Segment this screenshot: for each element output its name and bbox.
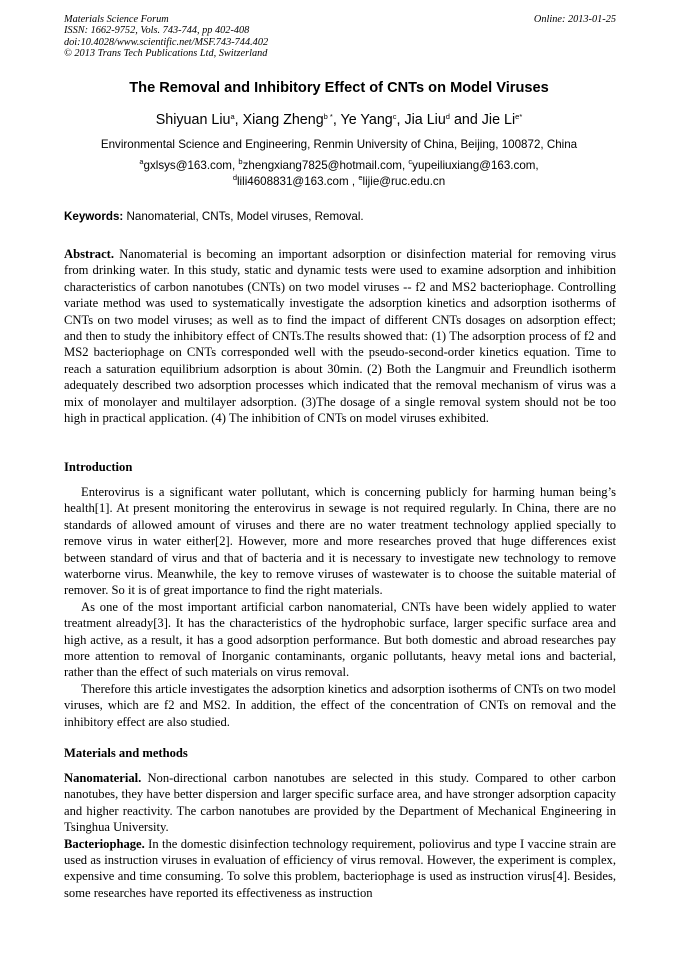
introduction-body — [64, 484, 616, 730]
journal-name: Materials Science Forum — [64, 14, 169, 25]
doi-line: doi:10.4028/www.scientific.net/MSF.743-744.402 — [64, 36, 269, 48]
nanomaterial-label: Nanomaterial. — [64, 771, 142, 785]
abstract-label: Abstract. — [64, 247, 115, 261]
methods-heading: Materials and methods — [64, 746, 188, 760]
online-date: Online: 2013-01-25 — [533, 14, 616, 25]
paragraph: Enterovirus is a significant water pollutant, which is concerning publicly for harming human being’s health[1]. At present monitoring the enterovirus in sewage is not required regularly. In China, there are no standards of allowed amount of viruses and there are no water treatment technology applied specially to remove virus in water either[2]. However, more and more researches proved that huge differences exist between standard of virus and that of bacteria and it is necessary to investigate new technology to remove waterborne virus. Meanwhile, the key to remove viruses of wastewater is to choose the suitable material of remover. So it is of great importance to find the right materials. — [64, 485, 616, 598]
authors-joiner: and — [453, 112, 478, 128]
author-sup: b * — [323, 112, 333, 121]
author-name: Xiang Zheng — [242, 112, 324, 128]
methods-body — [64, 770, 616, 901]
keywords-label: Keywords: — [64, 210, 124, 223]
email-b[interactable]: zhengxiang7825@hotmail.com, — [242, 159, 406, 172]
author-list: Shiyuan Liu$^a$, Xiang Zheng$^{b *}$, Ye Yang$^c$, Jia Liu$^d$ and Jie $Li^{e*}$ — [155, 112, 523, 128]
copyright-line: © 2013 Trans Tech Publications Ltd, Switzerland — [64, 48, 268, 60]
keywords-text: Nanomaterial, CNTs, Model viruses, Removal. — [126, 210, 364, 223]
bacteriophage-label: Bacteriophage. — [64, 836, 145, 851]
author-sup: c — [392, 112, 397, 121]
keywords — [64, 210, 616, 223]
paragraph: As one of the most important artificial carbon nanomaterial, CNTs have been widely applied to water treatment already[3]. It has the characteristics of the hydrophobic surface, larger specific surface area and high active, as a result, it has a good adsorption performance. But both domestic and abroad researches pay more attention to removal of Inorganic contaminants, organic pollutants, heavy metal ions and bacterial, rather than the effect of such materials on virus removal. — [64, 599, 616, 680]
affiliation: Environmental Science and Engineering, Renmin University of China, Beijing, 100872, China — [100, 138, 578, 151]
author-name: Jie Li — [481, 112, 516, 128]
abstract — [64, 246, 616, 426]
issn-line: ISSN: 1662-9752, Vols. 743-744, pp 402-408 — [64, 25, 250, 37]
paper-title: The Removal and Inhibitory Effect of CNTs on Model Viruses — [129, 80, 549, 96]
author-name: Jia Liu — [404, 112, 446, 128]
bacteriophage-text: In the domestic disinfection technology requirement, poliovirus and type I vaccine strain are used as instruction viruses in evaluation of efficiency of virus removal. However, the experiment is complex, expensive and time consuming. To solve this problem, bacteriophage is used as instruction virus[4]. Besides, some researches have reported its effectiveness as instruction — [64, 836, 616, 900]
author-sup: d — [445, 112, 450, 121]
introduction-heading: Introduction — [64, 460, 133, 474]
email-d[interactable]: lili4608831@163.com , — [236, 175, 356, 188]
nanomaterial-text: Non-directional carbon nanotubes are selected in this study. Compared to other carbon nanotubes, they have better dispersion and larger specific surface area, and have stronger adsorption capacity and higher reactivity. The carbon nanotubes are provided by the Department of Mechanical Engineering in Tsinghua University. — [64, 771, 616, 835]
email-c[interactable]: yupeiliuxiang@163.com, — [412, 159, 539, 172]
author-name: Ye Yang — [340, 112, 393, 128]
email-a[interactable]: gxlsys@163.com, — [143, 159, 236, 172]
paragraph — [64, 770, 616, 836]
email-e[interactable]: lijie@ruc.edu.cn — [362, 175, 446, 188]
author-sup: a — [230, 112, 235, 121]
author-name: Shiyuan Liu — [155, 112, 231, 128]
author-sup: e* — [515, 112, 523, 121]
paragraph: Therefore this article investigates the adsorption kinetics and adsorption isotherms of CNTs on two model viruses, which are f2 and MS2. In addition, the effect of the concentration of CNTs on removal and the inhibitory effect are also studied. — [64, 681, 616, 729]
abstract-text: Nanomaterial is becoming an important adsorption or disinfection material for removing virus from drinking water. In this study, static and dynamic tests were used to examine adsorption and inhibition characteristics of carbon nanotubes (CNTs) on two model viruses -- f2 and MS2 bacteriophage. Controlling variate method was used to systematically investigate the adsorption kinetics and adsorption isotherms of CNTs on two model viruses; as well as to find the impact of different CNTs dosages on adsorption effect; and then to study the inhibitory effect of CNTs.The results showed that: (1) The adsorption process of f2 and MS2 bacteriophage on CNTs corresponded well with the pseudo-second-order kinetics equation. Time to reach a saturation equilibrium adsorption is about 30min. (2) Both the Langmuir and Freundlich isotherm adequately described two adsorption processes which indicated that the removal mechanism of virus was a mix of monolayer and multilayer adsorption. (3)The dosage of a single removal system should not be too high in practical application. (4) The inhibition of CNTs on model viruses exhibited. — [64, 247, 616, 426]
email-list: $^a$gxlsys@163.com, $^b$zhengxiang7825@hotmail.com, $^c$yupeiliuxiang@163.com, $^d$lili4608831@163.com , $^e$lijie@ruc.edu.cn — [139, 157, 539, 188]
publication-header — [64, 14, 616, 60]
paragraph — [64, 836, 616, 902]
